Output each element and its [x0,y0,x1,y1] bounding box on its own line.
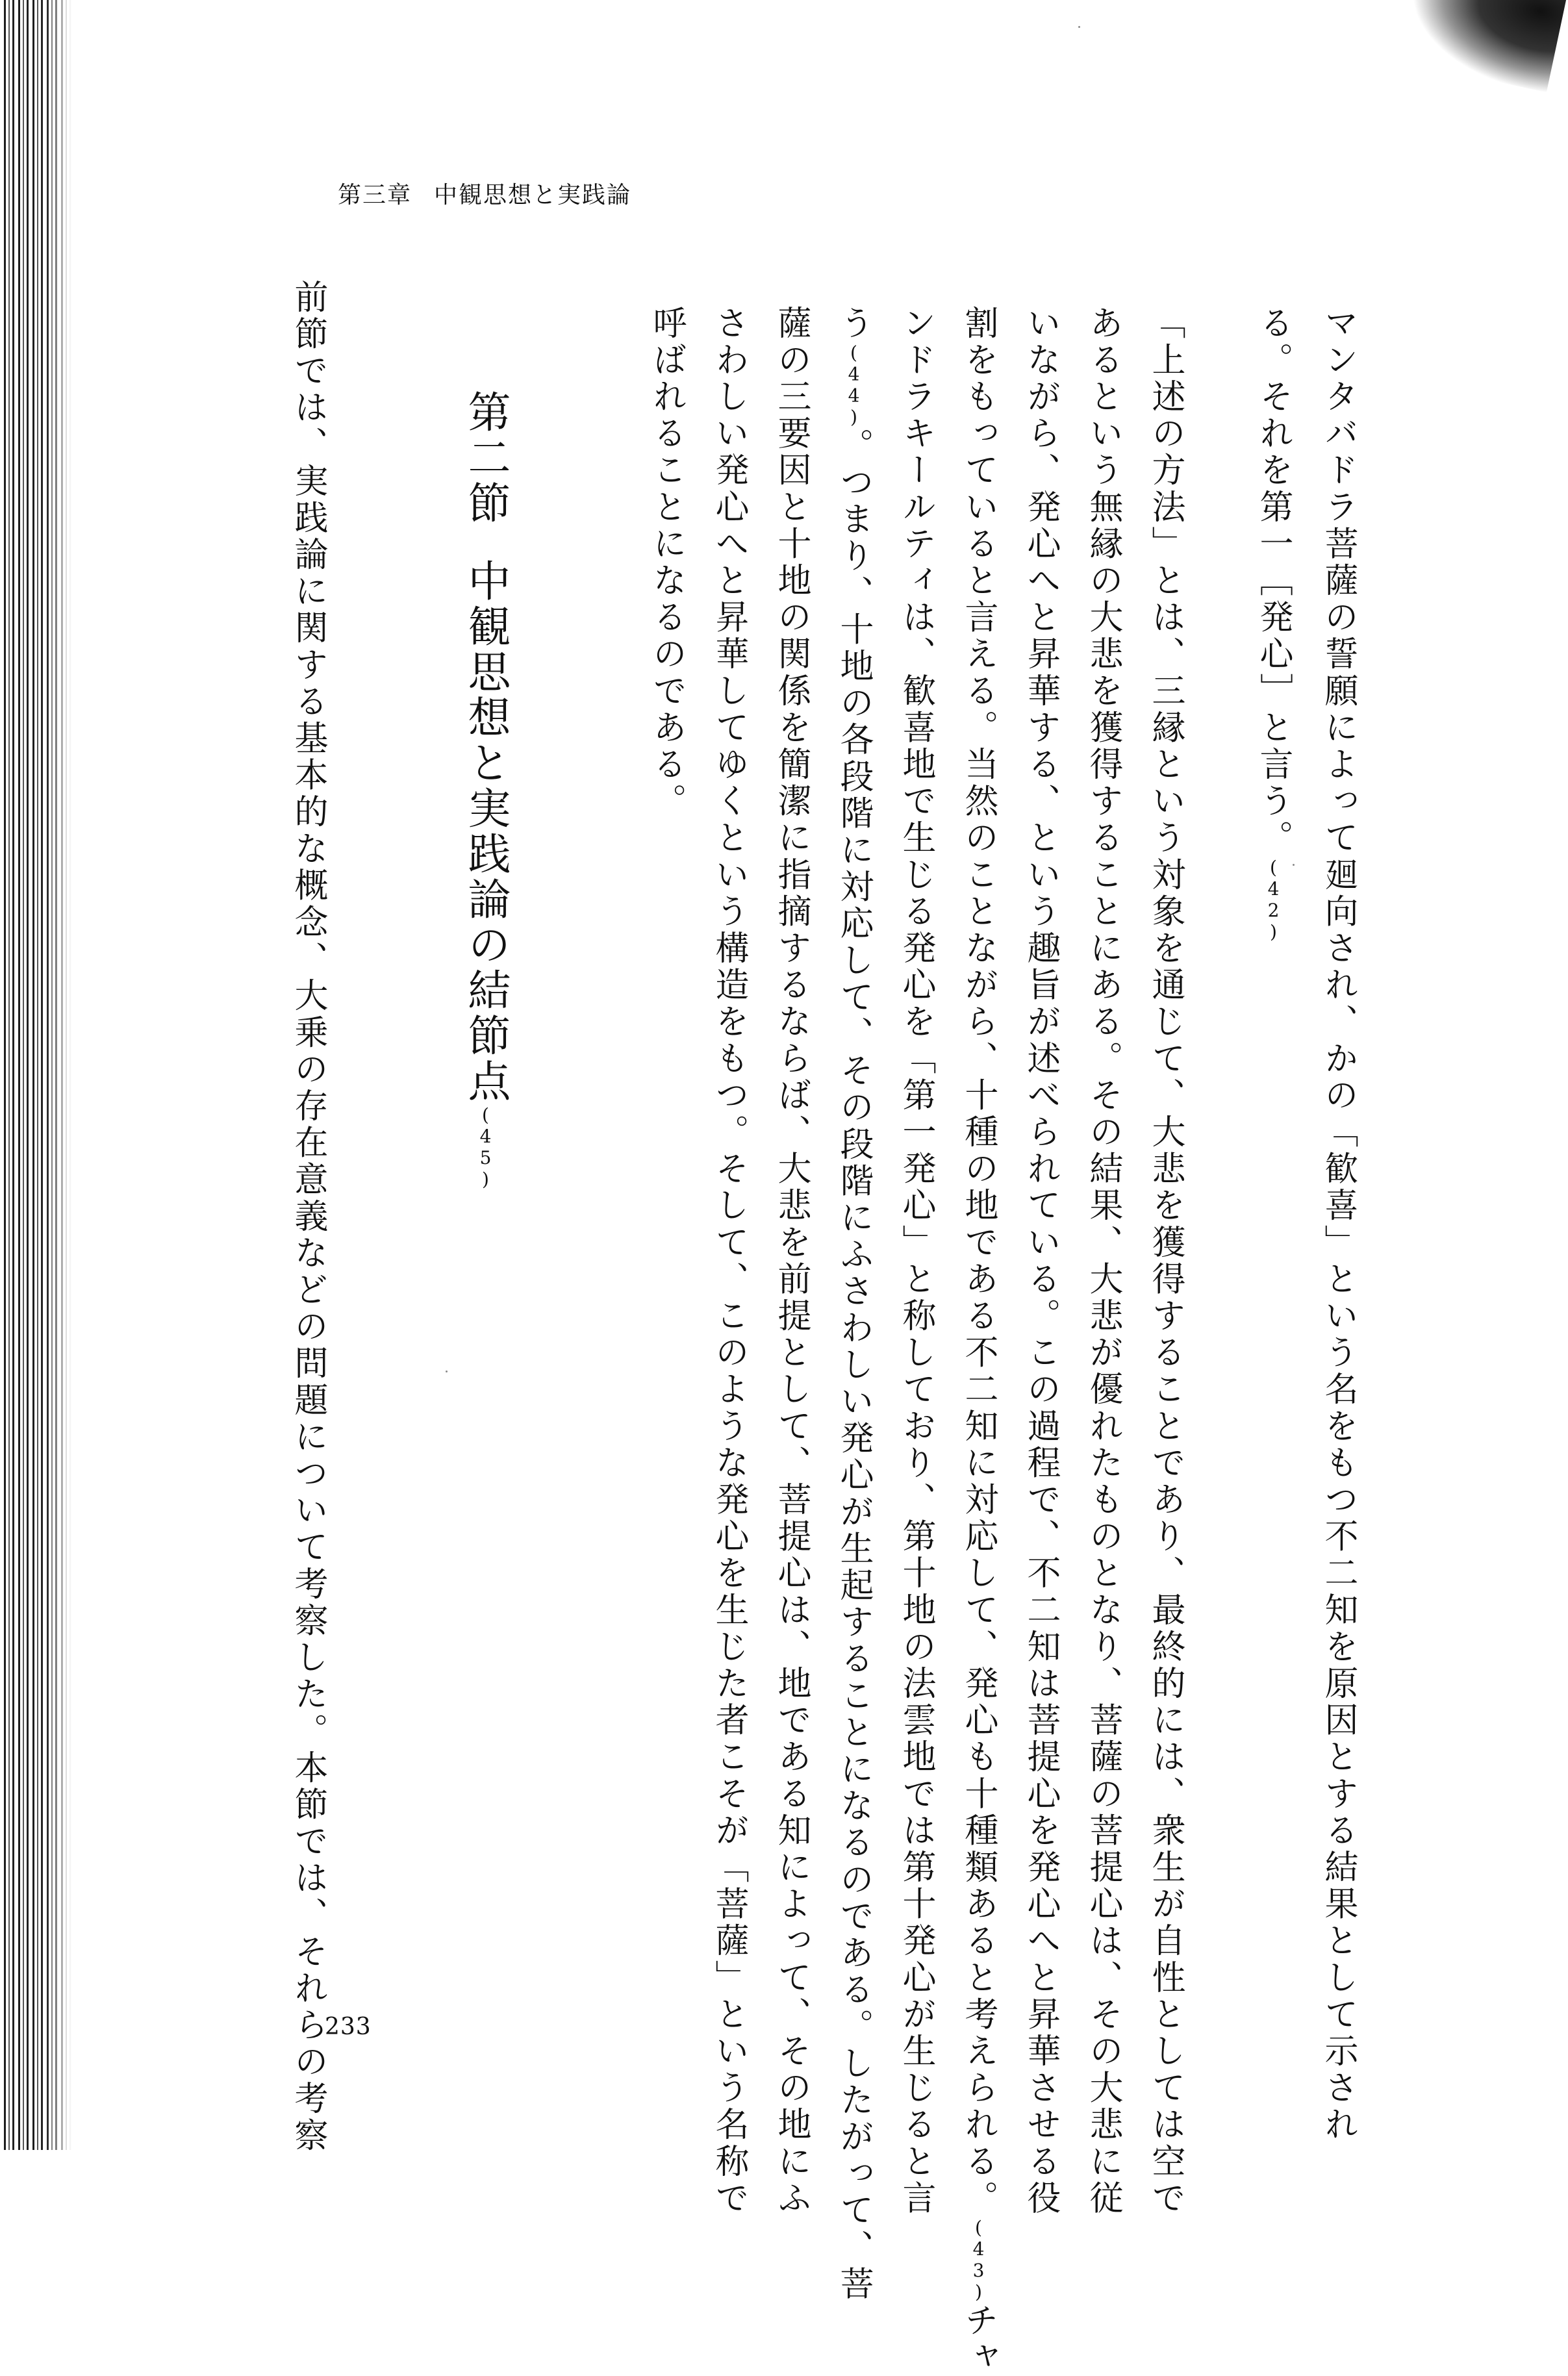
footnote-ref: (43) [968,2217,989,2303]
text-column: 割をもっていると言える。当然のことながら、十種の地である不二知に対応して、発心も十種類あると考えられる。(43)チャ [959,305,998,2376]
section-number: 第二節 [461,390,511,526]
binding-edge-shadow [0,0,71,2150]
text-column: マンタバドラ菩薩の誓願によって廻向され、かの「歓喜」という名をもつ不二知を原因とする結果として示され [1319,305,1358,2143]
text-column: あるという無縁の大悲を獲得することにある。その結果、大悲が優れたものとなり、菩薩の菩提心は、その大悲に従 [1083,305,1122,2218]
text-column: う(44)。つまり、十地の各段階に対応して、その段階にふさわしい発心が生起することになるのである。したがって、菩 [834,305,873,2303]
text-column: さわしい発心へと昇華してゆくという構造をもつ。そして、このような発心を生じた者こそが「菩薩」という名称で [709,305,748,2218]
scan-speck [446,1371,448,1372]
section-title: 中観思想と実践論の結節点 [461,559,511,1104]
text-column: いながら、発心へと昇華する、という趣旨が述べられている。この過程で、不二知は菩提心を発心へと昇華させる役 [1021,305,1060,2218]
text-column: る。それを第一［発心］と言う。(42) [1254,305,1293,942]
scan-speck [1078,26,1080,28]
chapter-label: 第三章 [338,182,412,209]
text-column: 呼ばれることになるのである。 [647,305,686,820]
footnote-ref: (44) [843,342,865,428]
page-number: 233 [325,2014,372,2040]
footnote-ref: (42) [1263,857,1284,942]
scan-speck [1293,864,1295,866]
text-column: 「上述の方法」とは、三縁という対象を通じて、大悲を獲得することであり、最終的には、衆生が自性としては空で [1146,305,1185,2218]
section-heading [461,390,511,1190]
corner-scan-shadow [1400,0,1568,92]
running-header [338,177,631,210]
footnote-ref: (45) [475,1104,496,1190]
chapter-title: 中観思想と実践論 [434,182,632,209]
text-column: 前節では、実践論に関する基本的な概念、大乗の存在意義などの問題について考察した。本節では、それらの考察 [288,279,327,2155]
text-column: ンドラキールティは、歓喜地で生じる発心を「第一発心」と称しており、第十地の法雲地では第十発心が生じると言 [896,305,935,2218]
text-column: 薩の三要因と十地の関係を簡潔に指摘するならば、大悲を前提として、菩提心は、地である知によって、その地にふ [772,305,811,2218]
